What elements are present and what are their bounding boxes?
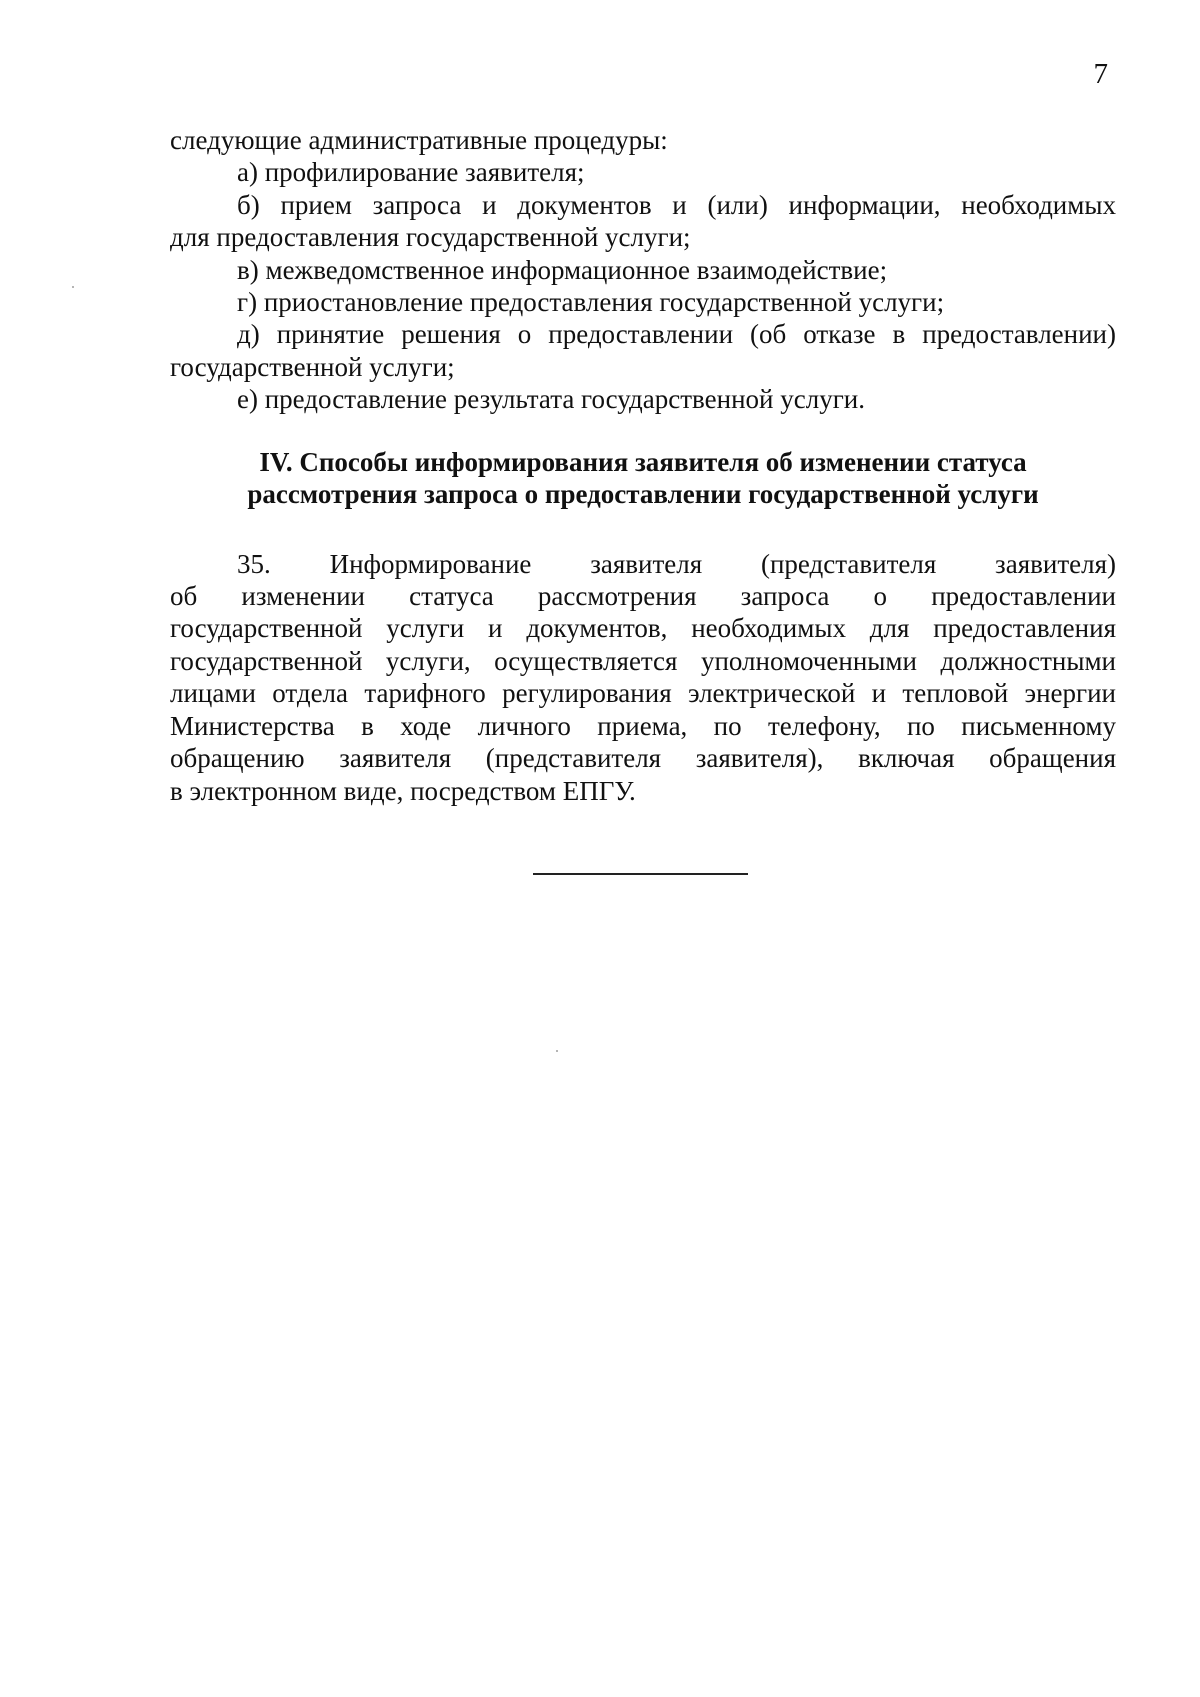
paragraph-35-line7: обращению заявителя (представителя заявителя), включая обращения xyxy=(170,743,1116,774)
procedure-b-line2: для предоставления государственной услуги; xyxy=(170,222,691,253)
intro-line: следующие административные процедуры: xyxy=(170,125,668,155)
end-divider-line xyxy=(533,873,748,875)
paragraph-35-line2: об изменении статуса рассмотрения запроса о предоставлении xyxy=(170,581,1116,612)
procedure-g: г) приостановление предоставления государственной услуги; xyxy=(237,287,945,318)
paragraph-35 xyxy=(170,548,1116,807)
procedure-b-line1: б) прием запроса и документов и (или) информации, необходимых xyxy=(237,189,1116,220)
procedure-d-line1: д) принятие решения о предоставлении (об отказе в предоставлении) xyxy=(237,319,1116,350)
paragraph-35-line8: в электронном виде, посредством ЕПГУ. xyxy=(170,775,636,806)
paragraph-35-line6: Министерства в ходе личного приема, по телефону, по письменному xyxy=(170,710,1116,741)
scan-speck xyxy=(556,1050,558,1052)
section-heading-line1: IV. Способы информирования заявителя об изменении статуса xyxy=(259,446,1027,477)
section-heading-line2: рассмотрения запроса о предоставлении государственной услуги xyxy=(247,478,1039,509)
procedure-v: в) межведомственное информационное взаимодействие; xyxy=(237,254,888,285)
paragraph-35-line1: 35. Информирование заявителя (представителя заявителя) xyxy=(237,548,1116,579)
paragraph-35-line5: лицами отдела тарифного регулирования электрической и тепловой энергии xyxy=(170,678,1116,709)
section-heading xyxy=(170,446,1116,510)
procedure-e: е) предоставление результата государственной услуги. xyxy=(237,384,865,415)
document-body xyxy=(170,124,1116,807)
procedure-d-line2: государственной услуги; xyxy=(170,351,455,382)
page-number: 7 xyxy=(1093,58,1108,90)
paragraph-35-line4: государственной услуги, осуществляется уполномоченными должностными xyxy=(170,645,1116,676)
paragraph-35-line3: государственной услуги и документов, необходимых для предоставления xyxy=(170,613,1116,644)
scan-speck xyxy=(72,286,74,288)
procedure-a: а) профилирование заявителя; xyxy=(237,157,585,188)
